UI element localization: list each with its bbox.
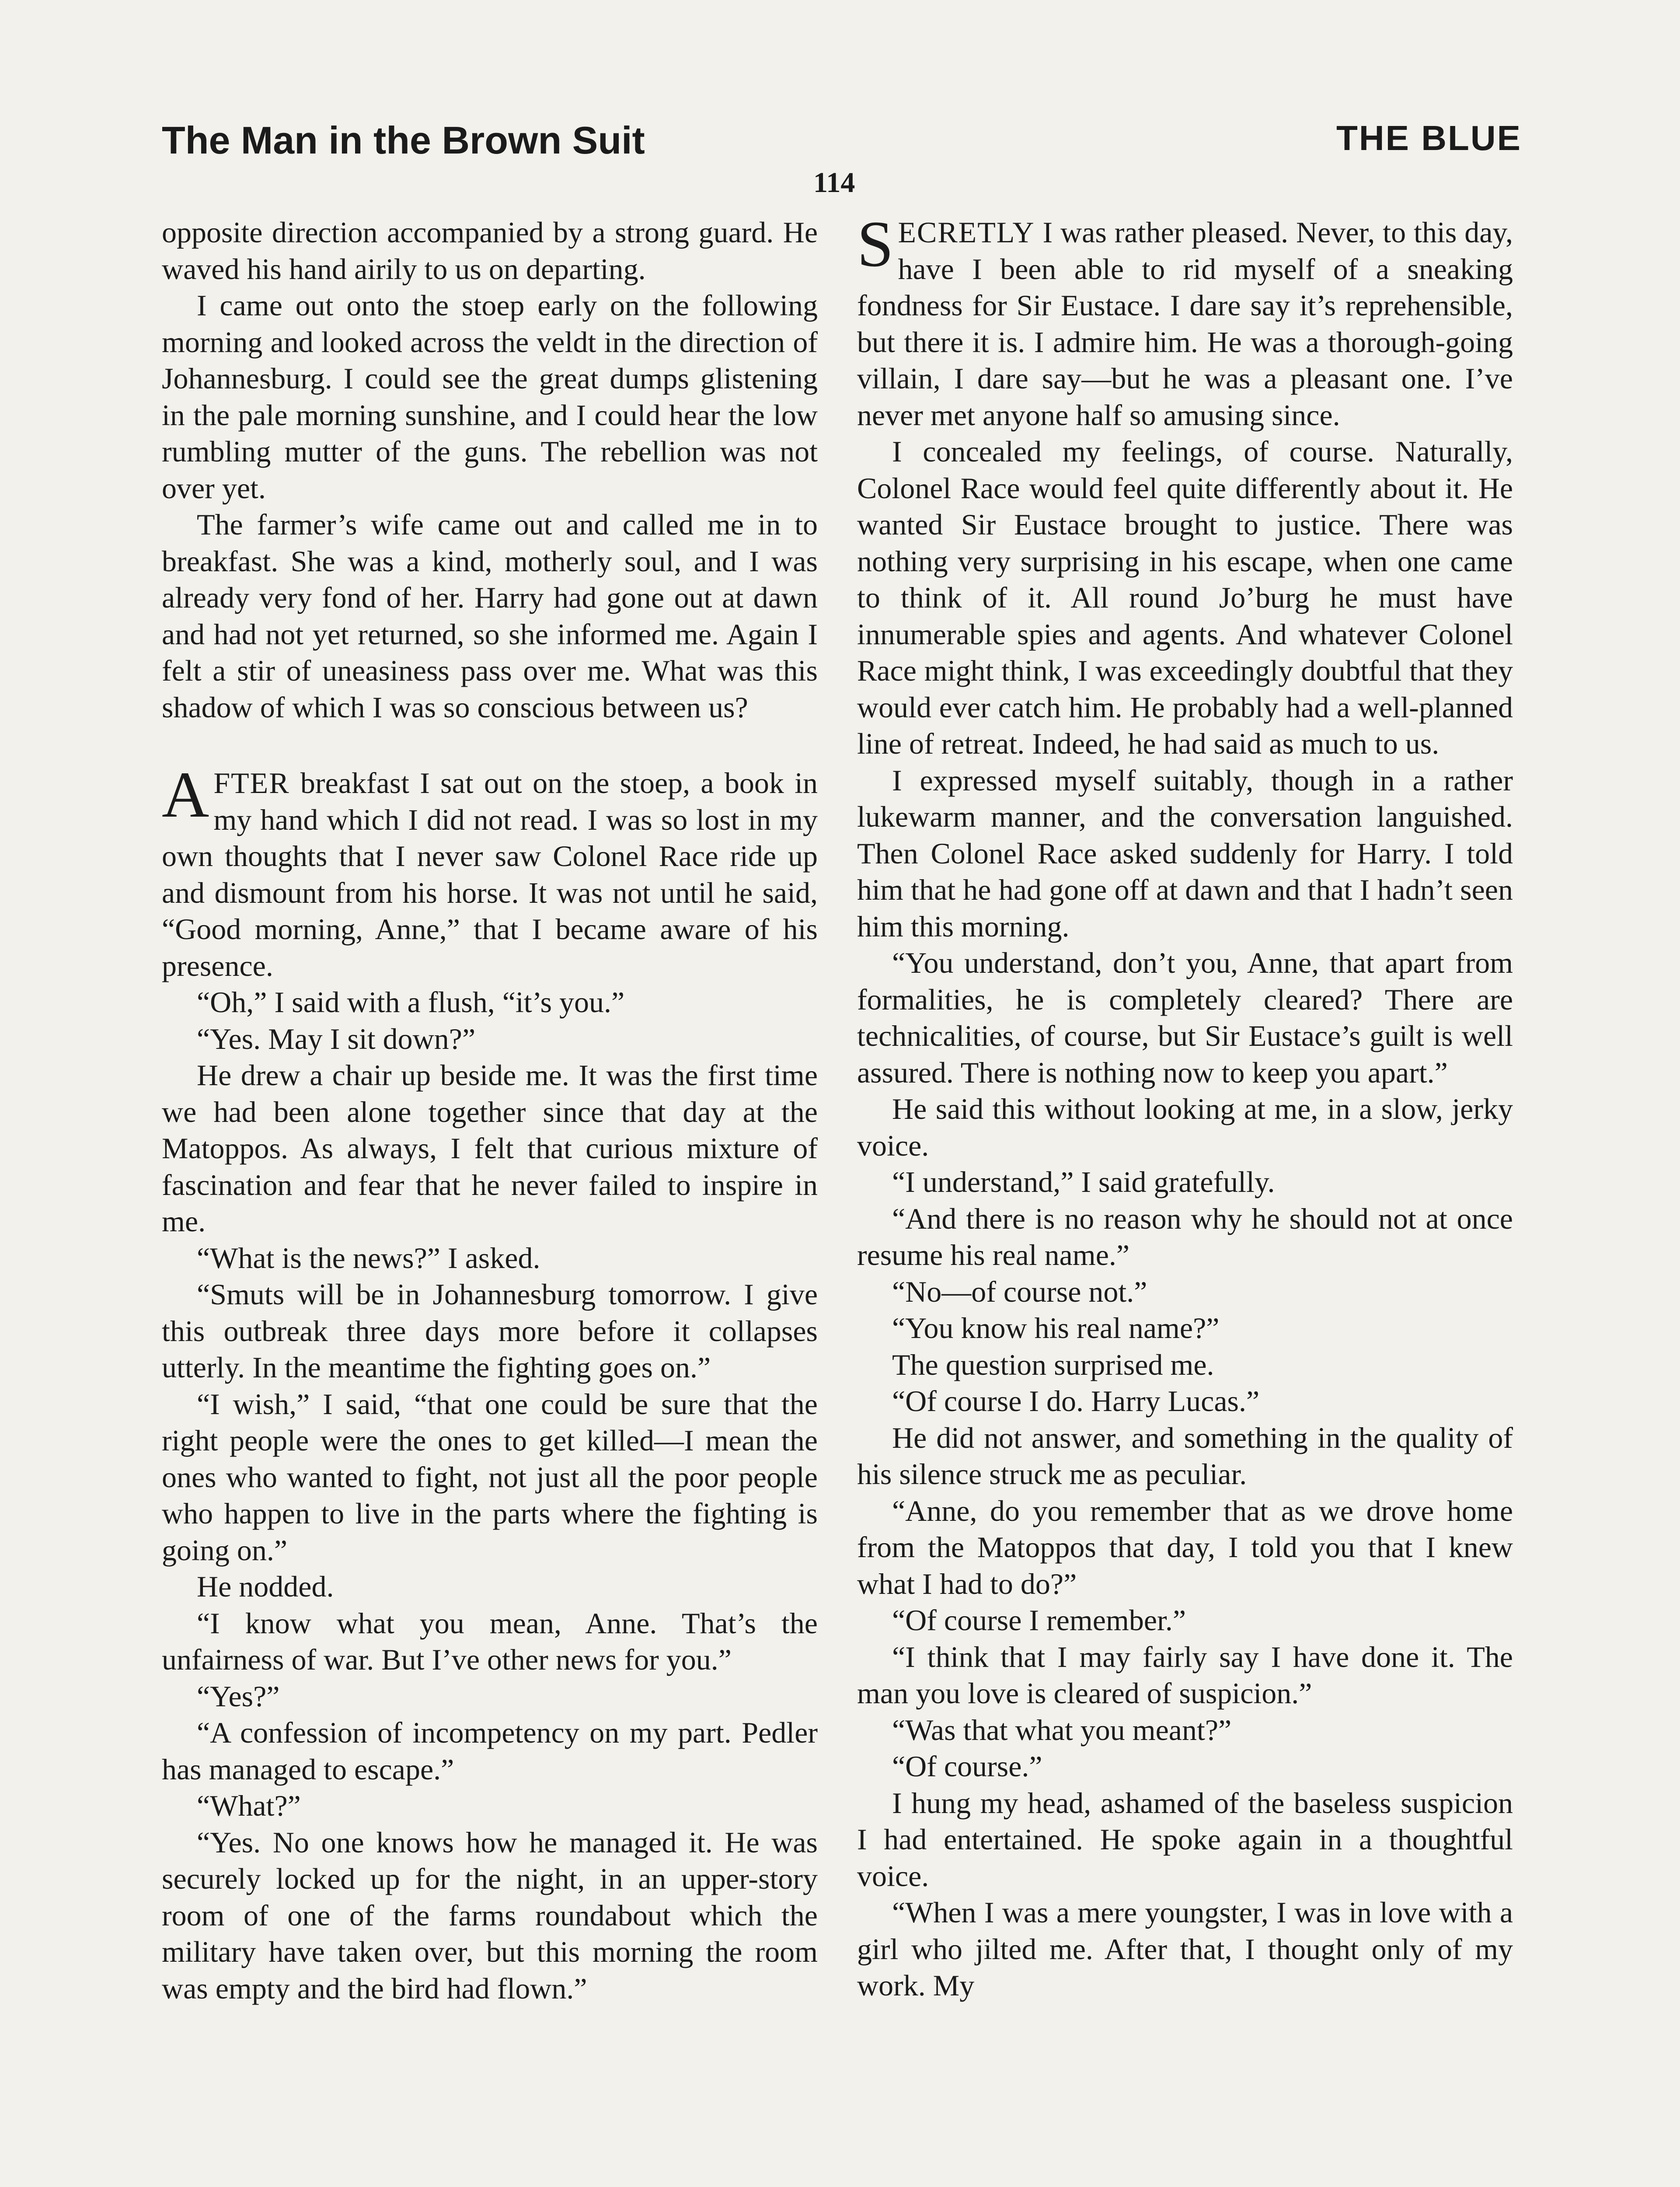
paragraph: “Oh,” I said with a flush, “it’s you.” — [197, 985, 625, 1019]
paragraph: I came out onto the stoep early on the following morning and looked across the veldt in the direction of Johannesburg. I could see the great dumps glistening in the pale morning sunshine, and I could hear the low rumbling mutter of the guns. The rebellion was not over yet. — [162, 289, 818, 505]
paragraph: “You know his real name?” — [892, 1311, 1220, 1345]
paragraph: The farmer’s wife came out and called me in to breakfast. She was a kind, motherly soul, and I was already very fond of her. Harry had gone out at dawn and had not yet returned, so she informed me. Again I felt a stir of uneasiness pass over me. What was this shadow of which I was so conscious between us? — [162, 508, 818, 724]
page-number: 114 — [813, 167, 855, 199]
paragraph: “Yes?” — [197, 1679, 280, 1713]
paragraph: He did not answer, and something in the quality of his silence struck me as peculiar. — [857, 1421, 1513, 1491]
paragraph: “Yes. No one knows how he managed it. He was securely locked up for the night, in an upper-story room of one of the farms roundabout which the military have taken over, but this morning the room was empty and the bird had flown.” — [162, 1825, 818, 2005]
paragraph: “Anne, do you remember that as we drove home from the Matoppos that day, I told you that I knew what I had to do?” — [857, 1494, 1513, 1600]
paragraph: “Was that what you meant?” — [892, 1713, 1232, 1747]
section-opening — [162, 758, 818, 984]
paragraph: “And there is no reason why he should not at once resume his real name.” — [857, 1202, 1513, 1272]
paragraph: “I understand,” I said gratefully. — [892, 1165, 1275, 1198]
paragraph: The question surprised me. — [892, 1348, 1214, 1381]
story-title: The Man in the Brown Suit — [162, 119, 645, 162]
left-column — [162, 214, 818, 2007]
magazine-name: THE BLUE — [1336, 119, 1522, 157]
paragraph: “I think that I may fairly say I have done it. The man you love is cleared of suspicion.” — [857, 1640, 1513, 1710]
drop-cap: S — [857, 208, 894, 280]
paragraph: “I wish,” I said, “that one could be sure that the right people were the ones to get killed—I mean the ones who wanted to fight, not just all the poor people who happen to live in the parts where the fighting is going on.” — [162, 1387, 818, 1567]
paragraph: “When I was a mere youngster, I was in love with a girl who jilted me. After that, I thought only of my work. My — [857, 1896, 1513, 2002]
small-caps-lead: ECRETLY — [898, 216, 1035, 249]
paragraph: He said this without looking at me, in a slow, jerky voice. — [857, 1092, 1513, 1162]
paragraph: “Of course I do. Harry Lucas.” — [892, 1384, 1260, 1418]
section-text: breakfast I sat out on the stoep, a book in my hand which I did not read. I was so lost in my own thoughts that I never saw Colonel Race ride up and dismount from his horse. It was not until he said, “Good morning, Anne,” that I became aware of his presence. — [162, 766, 818, 982]
paragraph: “What?” — [197, 1789, 301, 1822]
paragraph: “No—of course not.” — [892, 1275, 1147, 1308]
paragraph: “What is the news?” I asked. — [197, 1241, 540, 1275]
section-text: I was rather pleased. Never, to this day, have I been able to rid myself of a sneaking fondness for Sir Eustace. I dare say it’s reprehensible, but there it is. I admire him. He was a thorough-going villain, I dare say—but he was a pleasant one. I’ve never met anyone half so amusing since. — [857, 216, 1513, 432]
paragraph: I hung my head, ashamed of the baseless suspicion I had entertained. He spoke again in a thoughtful voice. — [857, 1786, 1513, 1893]
paragraph: opposite direction accompanied by a strong guard. He waved his hand airily to us on departing. — [162, 216, 818, 286]
paragraph: “You understand, don’t you, Anne, that apart from formalities, he is completely cleared? There are technicalities, of course, but Sir Eustace’s guilt is well assured. There is nothing now to keep you apart.” — [857, 946, 1513, 1089]
paragraph: He drew a chair up beside me. It was the first time we had been alone together since that day at the Matoppos. As always, I felt that curious mixture of fascination and fear that he never failed to inspire in me. — [162, 1059, 818, 1238]
paragraph: “A confession of incompetency on my part. Pedler has managed to escape.” — [162, 1716, 818, 1786]
paragraph: “I know what you mean, Anne. That’s the unfairness of war. But I’ve other news for you.” — [162, 1606, 818, 1676]
paragraph: He nodded. — [197, 1570, 334, 1603]
paragraph: “Yes. May I sit down?” — [197, 1022, 476, 1055]
small-caps-lead: FTER — [213, 766, 290, 800]
right-column — [857, 208, 1513, 2004]
paragraph: I concealed my feelings, of course. Naturally, Colonel Race would feel quite differently about it. He wanted Sir Eustace brought to justice. There was nothing very surprising in his escape, when one came to think of it. All round Jo’burg he must have innumerable spies and agents. And whatever Colonel Race might think, I was exceedingly doubtful that they would ever catch him. He probably had a well-planned line of retreat. Indeed, he had said as much to us. — [857, 435, 1513, 760]
drop-cap: A — [162, 758, 209, 831]
paragraph: “Smuts will be in Johannesburg tomorrow. I give this outbreak three days more before it collapses utterly. In the meantime the fighting goes on.” — [162, 1278, 818, 1384]
paragraph: “Of course.” — [892, 1750, 1042, 1783]
section-opening — [857, 208, 1513, 433]
paragraph: “Of course I remember.” — [892, 1604, 1186, 1637]
paragraph: I expressed myself suitably, though in a rather lukewarm manner, and the conversation languished. Then Colonel Race asked suddenly for Harry. I told him that he had gone off at dawn and that I hadn’t seen him this morning. — [857, 763, 1513, 943]
